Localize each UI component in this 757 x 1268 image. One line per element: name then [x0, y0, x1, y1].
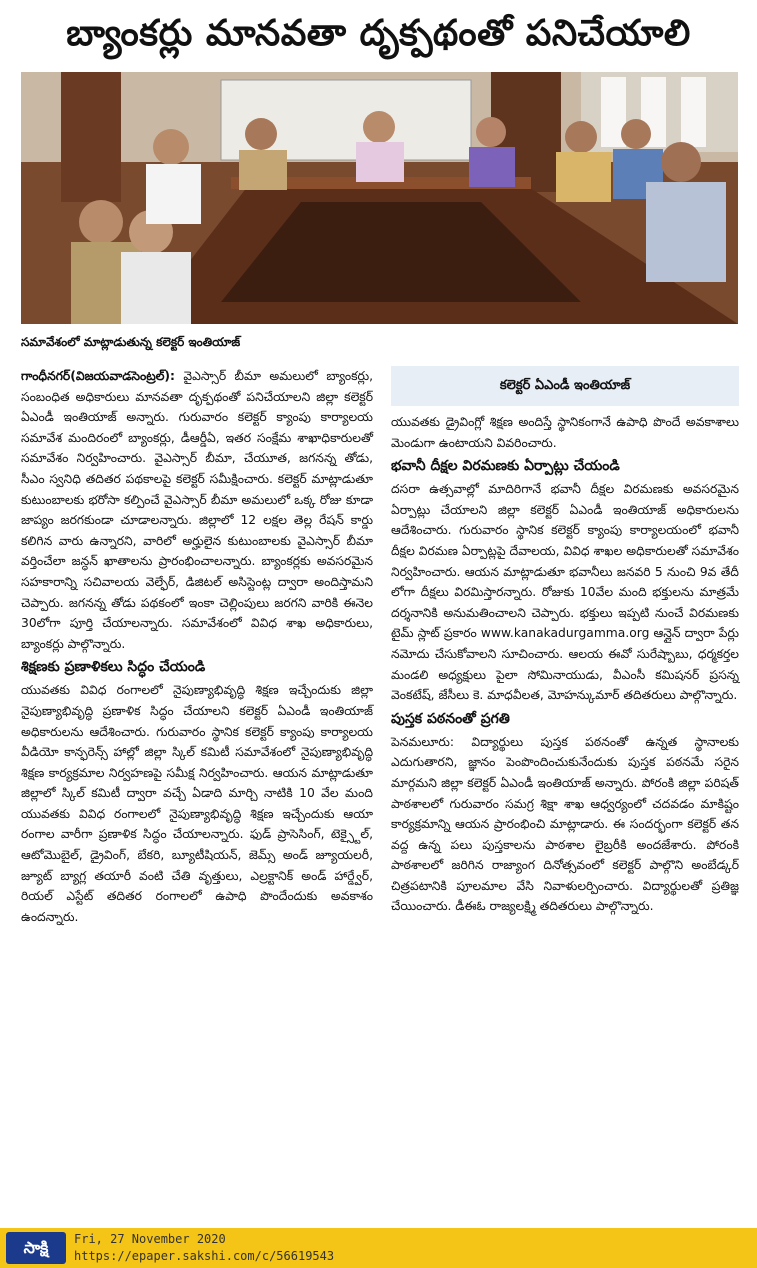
right-column	[391, 366, 739, 1216]
photo-caption: సమావేశంలో మాట్లాడుతున్న కలెక్టర్ ఇంతియాజ్	[21, 335, 241, 349]
headline: బ్యాంకర్లు మానవతా దృక్పథంతో పనిచేయాలి	[66, 13, 691, 54]
left-column	[21, 366, 373, 1216]
article-paragraph: యువతకు డ్రైవింగ్లో శిక్షణ అందిస్తే స్థానికంగానే ఉపాధి పొందే అవకాశాలు మెండుగా ఉంటాయని వివరించారు.	[391, 415, 739, 450]
meeting-photo	[21, 72, 738, 324]
dateline: గాంధీనగర్(విజయవాడసెంట్రల్):	[21, 369, 175, 383]
meeting-photo-illustration	[21, 72, 738, 324]
sakshi-logo: సాక్షి	[6, 1232, 66, 1264]
footer-url-link[interactable]: https://epaper.sakshi.com/c/56619543	[74, 1249, 335, 1263]
subheading: భవానీ దీక్షల విరమణకు ఏర్పాట్లు చేయండి	[391, 458, 620, 475]
footer-bar	[0, 1228, 757, 1268]
article-paragraph: పెనమలూరు: విద్యార్థులు పుస్తక పఠనంతో ఉన్నత స్థానాలకు ఎదుగుతారని, జ్ఞానం పెంపొందించుకునేందుకు పుస్తక పఠనమే సరైన మార్గమని జిల్లా కలెక్టర్ ఏఎండీ ఇంతియాజ్ అన్నారు. పోరంకి జిల్లా పరిషత్ పాఠశాలలో గురువారం సమగ్ర శిక్షా శాఖ ఆధ్వర్యంలో చదవడం మాకిష్టం కార్యక్రమాన్ని ఆయన ప్రారంభించి మాట్లాడారు. ఈ సందర్భంగా కలెక్టర్ తన వద్ద ఉన్న పలు పుస్తకాలను పాఠశాల లైబ్రరీకి అందజేశారు. పోరంకి పాఠశాలలో జరిగిన రాజ్యాంగ దినోత్సవంలో కలెక్టర్ పాల్గొని అంబేడ్కర్ చిత్రపటానికి పూలమాల వేసి నివాళులర్పించారు. విద్యార్థులతో ప్రతిజ్ఞ చేయించారు. డీఈఓ రాజ్యలక్ష్మి తదితరులు పాల్గొన్నారు.	[391, 734, 739, 914]
footer-date: Fri, 27 November 2020	[74, 1232, 226, 1246]
subheading: శిక్షణకు ప్రణాళికలు సిద్ధం చేయండి	[21, 659, 206, 676]
article-intro	[21, 366, 373, 654]
article-paragraph: వైఎస్సార్ బీమా అమలులో బ్యాంకర్లు, సంబంధిత అధికారులు మానవతా దృక్పథంతో పనిచేయాలని జిల్లా కలెక్టర్ ఏఎండీ ఇంతియాజ్ అన్నారు. గురువారం కలెక్టర్ క్యాంపు కార్యాలయ సమావేశ మందిరంలో బ్యాంకర్లు, డీఆర్డీఏ, ఇతర సంక్షేమ శాఖాధికారులతో సమావేశం నిర్వహించారు. వైఎస్సార్ బీమా, చేయూత, జగనన్న తోడు, సీఎం స్వనిధి తదితర పథకాలపై కలెక్టర్ సమీక్షించారు. కలెక్టర్ మాట్లాడుతూ కుటుంబాలకు భరోసా కల్పించే వైఎస్సార్ బీమా అమలులో ఒక్క రోజు కూడా జాప్యం జరగకుండా చూడాలన్నారు. జిల్లాలో 12 లక్షల తెల్ల రేషన్ కార్డు కలిగిన వారు ఉన్నారని, వారిలో అర్హులైన కుటుంబాలకు వైఎస్సార్ బీమా వర్తించేలా జన్ధన్ ఖాతాలను ప్రారంభించాలన్నారు. బ్యాంకర్లకు అవసరమైన సహకారాన్ని సచివాలయ వెల్ఫేర్, డిజిటల్ అసిస్టెంట్ల ద్వారా అందిస్తామని చెప్పారు. జగనన్న తోడు పథకంలో ఇంకా చెల్లింపులు జరగని వారికి ఈనెల 30లోగా పూర్తి చేయాలన్నారు. సమావేశంలో వివిధ శాఖ అధికారులు, బ్యాంకర్లు పాల్గొన్నారు.	[21, 369, 373, 651]
article-paragraph: యువతకు వివిధ రంగాలలో నైపుణ్యాభివృద్ధి శిక్షణ ఇచ్చేందుకు జిల్లా నైపుణ్యాభివృద్ధి ప్రణాళిక సిద్ధం చేయాలని కలెక్టర్ ఏఎండీ ఇంతియాజ్ అధికారులను ఆదేశించారు. గురువారం స్థానిక కలెక్టర్ క్యాంపు కార్యాలయ వీడియో కాన్ఫరెన్స్ హాల్లో జిల్లా స్కిల్ కమిటీ సమావేశంలో నైపుణ్యాభివృద్ధి శిక్షణ కార్యక్రమాల నిర్వహణపై సమీక్ష నిర్వహించారు. ఆయన మాట్లాడుతూ జిల్లాలో స్కిల్ కమిటీ ద్వారా వచ్చే ఏడాది మార్చి నాటికి 10 వేల మంది యువతకు వివిధ రంగాలలో నైపుణ్యాభివృద్ధి శిక్షణ ఇచ్చేందుకు ఆయా రంగాల వారీగా ప్రణాళిక సిద్ధం చేయాలన్నారు. ఫుడ్ ప్రాసెసింగ్, టెక్స్టైల్, ఆటోమొబైల్, డ్రైవింగ్, బేకరి, బ్యూటీషియన్, జెమ్స్ అండ్ జ్యూయలరీ, జ్యూట్ బ్యాగ్ల తయారీ వంటి చేతి వృత్తులు, ఎల్రక్టానిక్ అండ్ హార్డ్వేర్, రియల్ ఎస్టేట్ తదితర రంగాలలో ఉపాధి పొందేందుకు అవకాశం ఉందన్నారు.	[21, 683, 373, 924]
sidebar-caption-box: కలెక్టర్ ఏఎండీ ఇంతియాజ్	[391, 366, 739, 406]
article-paragraph: దసరా ఉత్సవాల్లో మాదిరిగానే భవానీ దీక్షల విరమణకు అవసరమైన ఏర్పాట్లు చేయాలని జిల్లా కలెక్టర్ ఏఎండీ ఇంతియాజ్ అధికారులను ఆదేశించారు. గురువారం స్థానిక కలెక్టర్ క్యాంపు కార్యాలయంలో భవానీ దీక్షల విరమణ ఏర్పాట్లపై దేవాలయ, వివిధ శాఖల అధికారులతో సమావేశం నిర్వహించారు. ఆయన మాట్లాడుతూ భవానీలు జనవరి 5 నుంచి 9వ తేదీ లోగా దీక్షలు విరమిస్తారన్నారు. రోజుకు 10వేల మంది భక్తులను మాత్రమే దర్శనానికి అనుమతించాలని చెప్పారు. భక్తులు ఇప్పటి నుంచే విరమణకు టైమ్ స్లాట్ ప్రకారం www.kanakadurgamma.org ఆన్లైన్ ద్వారా పేర్లు నమోదు చేసుకోవాలని సూచించారు. ఆలయ ఈవో సురేష్బాబు, ధర్మకర్తల మండలి అధ్యక్షులు పైలా సోమినాయుడు, వీఎంసీ కమిషనర్ ప్రసన్న వెంకటేష్, జేసీలు కె. మాధవీలత, మోహన్కుమార్ తదితరులు పాల్గొన్నారు.	[391, 482, 739, 703]
subheading: పుస్తక పఠనంతో ప్రగతి	[391, 710, 510, 727]
